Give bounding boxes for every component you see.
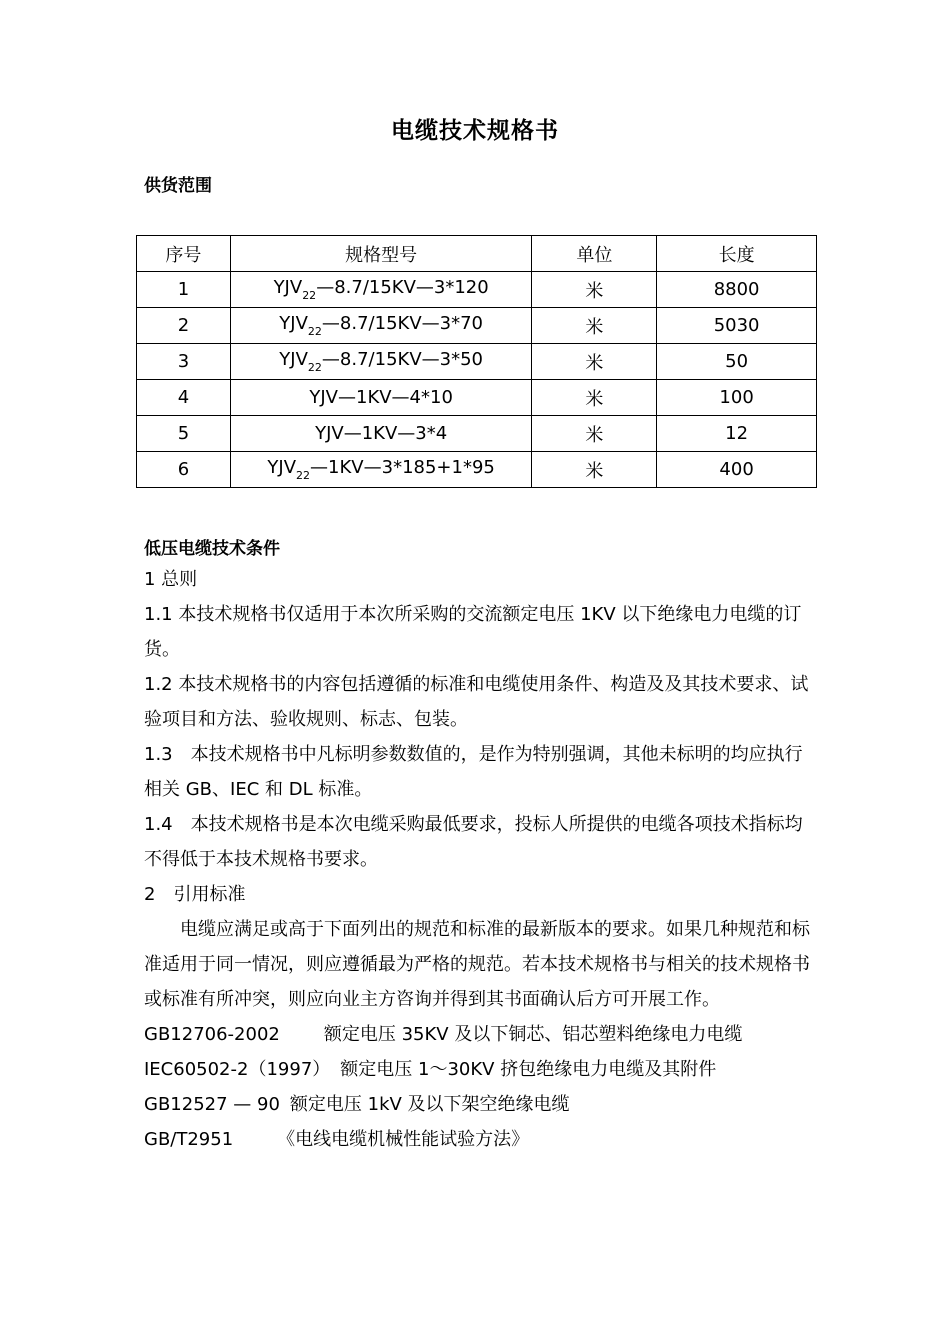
paragraph-1-1: 1.1 本技术规格书仅适用于本次所采购的交流额定电压 1KV 以下绝缘电力电缆的订货。 bbox=[144, 604, 802, 660]
cell-model bbox=[230, 452, 532, 488]
paragraph-2: 电缆应满足或高于下面列出的规范和标准的最新版本的要求。如果几种规范和标准适用于同一情况，则应遵循最为严格的规范。若本技术规格书与相关的技术规格书或标准有所冲突，则应向业主方咨询并得到其书面确认后方可开展工作。 bbox=[144, 919, 810, 1010]
standard-title: 额定电压 1～30KV 挤包绝缘电力电缆及其附件 bbox=[340, 1059, 717, 1080]
standard-title: 《电线电缆机械性能试验方法》 bbox=[277, 1129, 530, 1150]
standard-item bbox=[144, 1052, 812, 1087]
standard-code: IEC60502-2（1997） bbox=[144, 1059, 331, 1080]
cell-length: 8800 bbox=[657, 272, 817, 308]
cell-unit: 米 bbox=[532, 272, 657, 308]
cell-model bbox=[230, 272, 532, 308]
model-suffix: —1KV—3*185+1*95 bbox=[310, 457, 495, 478]
model-subscript: 22 bbox=[307, 325, 322, 338]
model-suffix: —8.7/15KV—3*50 bbox=[321, 349, 483, 370]
model-subscript: 22 bbox=[296, 469, 311, 482]
header-length: 长度 bbox=[657, 236, 817, 272]
standard-code: GB/T2951 bbox=[144, 1129, 234, 1150]
standard-item bbox=[144, 1017, 812, 1052]
model-prefix: YJV bbox=[267, 457, 297, 478]
cell-no: 5 bbox=[137, 416, 231, 452]
cell-length: 5030 bbox=[657, 308, 817, 344]
table-row bbox=[137, 452, 817, 488]
section-title: 引用标准 bbox=[173, 884, 246, 905]
header-no: 序号 bbox=[137, 236, 231, 272]
clause-text: 本技术规格书中凡标明参数数值的，是作为特别强调，其他未标明的均应执行相关 GB、IEC 和 DL 标准。 bbox=[144, 744, 803, 800]
paragraph-1-2: 1.2 本技术规格书的内容包括遵循的标准和电缆使用条件、构造及及其技术要求、试验项目和方法、验收规则、标志、包装。 bbox=[144, 674, 809, 730]
model-prefix: YJV—1KV—3*4 bbox=[315, 423, 448, 444]
cell-unit: 米 bbox=[532, 380, 657, 416]
standard-title: 额定电压 35KV 及以下铜芯、铝芯塑料绝缘电力电缆 bbox=[323, 1024, 743, 1045]
cell-no: 6 bbox=[137, 452, 231, 488]
paragraph-1-4 bbox=[144, 807, 812, 877]
cell-length: 100 bbox=[657, 380, 817, 416]
model-suffix: —8.7/15KV—3*70 bbox=[321, 313, 483, 334]
cell-no: 2 bbox=[137, 308, 231, 344]
standard-item bbox=[144, 1087, 812, 1122]
model-prefix: YJV—1KV—4*10 bbox=[309, 387, 453, 408]
header-unit: 单位 bbox=[532, 236, 657, 272]
section-1-heading: 1 总则 bbox=[144, 569, 198, 590]
table-row bbox=[137, 380, 817, 416]
model-prefix: YJV bbox=[279, 349, 308, 370]
model-subscript: 22 bbox=[302, 289, 317, 302]
paragraph-1-3 bbox=[144, 737, 812, 807]
standard-code: GB12706-2002 bbox=[144, 1024, 280, 1045]
cell-unit: 米 bbox=[532, 344, 657, 380]
cell-length: 12 bbox=[657, 416, 817, 452]
cell-model bbox=[230, 416, 532, 452]
model-suffix: —8.7/15KV—3*120 bbox=[316, 277, 489, 298]
table-row bbox=[137, 272, 817, 308]
supply-scope-heading: 供货范围 bbox=[144, 176, 212, 196]
document-title: 电缆技术规格书 bbox=[391, 118, 559, 144]
model-prefix: YJV bbox=[279, 313, 308, 334]
cell-unit: 米 bbox=[532, 308, 657, 344]
document-body bbox=[144, 562, 812, 1157]
cell-length: 400 bbox=[657, 452, 817, 488]
section-2-heading bbox=[144, 877, 812, 912]
standard-item bbox=[144, 1122, 812, 1157]
standard-code: GB12527 — 90 bbox=[144, 1094, 280, 1115]
cell-length: 50 bbox=[657, 344, 817, 380]
model-subscript: 22 bbox=[307, 361, 322, 374]
supply-table bbox=[136, 235, 817, 488]
clause-number: 1.4 bbox=[144, 814, 173, 835]
cell-unit: 米 bbox=[532, 416, 657, 452]
table-row bbox=[137, 344, 817, 380]
section-number: 2 bbox=[144, 884, 156, 905]
cell-model bbox=[230, 380, 532, 416]
cell-unit: 米 bbox=[532, 452, 657, 488]
cell-no: 1 bbox=[137, 272, 231, 308]
cell-model bbox=[230, 308, 532, 344]
cell-no: 4 bbox=[137, 380, 231, 416]
clause-number: 1.3 bbox=[144, 744, 173, 765]
cell-model bbox=[230, 344, 532, 380]
table-row bbox=[137, 416, 817, 452]
table-row bbox=[137, 308, 817, 344]
table-header-row bbox=[137, 236, 817, 272]
cell-no: 3 bbox=[137, 344, 231, 380]
model-prefix: YJV bbox=[273, 277, 303, 298]
clause-text: 本技术规格书是本次电缆采购最低要求，投标人所提供的电缆各项技术指标均不得低于本技术规格书要求。 bbox=[144, 814, 803, 870]
header-model: 规格型号 bbox=[230, 236, 532, 272]
lv-cable-heading: 低压电缆技术条件 bbox=[144, 539, 280, 559]
standard-title: 额定电压 1kV 及以下架空绝缘电缆 bbox=[289, 1094, 570, 1115]
